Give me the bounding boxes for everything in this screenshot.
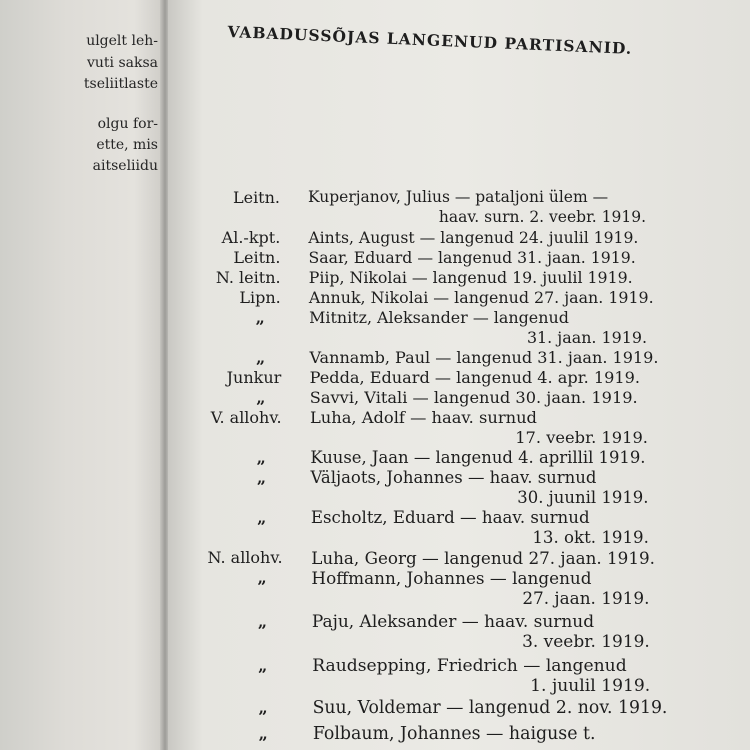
rank-label: „ bbox=[258, 724, 268, 743]
left-page bbox=[0, 0, 168, 750]
rank-label: „ bbox=[256, 388, 266, 407]
entry-text: Luha, Georg — langenud 27. jaan. 1919. bbox=[311, 548, 655, 568]
entry-text: Väljaots, Johannes — haav. surnud bbox=[310, 468, 597, 487]
left-page-line: ulgelt leh- bbox=[86, 33, 158, 49]
rank-label: „ bbox=[257, 508, 267, 527]
rank-label: „ bbox=[256, 468, 267, 487]
entry-text: Folbaum, Johannes — haiguse t. bbox=[312, 724, 596, 744]
entry-text: Pedda, Eduard — langenud 4. apr. 1919. bbox=[309, 368, 640, 387]
entry-continuation: 31. jaan. 1919. bbox=[526, 328, 648, 347]
entry-continuation: 3. veebr. 1919. bbox=[522, 632, 650, 652]
entry-text: Piip, Nikolai — langenud 19. juulil 1919. bbox=[308, 268, 633, 287]
rank-label: Leitn. bbox=[233, 248, 281, 267]
page-title: VABADUSSÕJAS LANGENUD PARTISANID. bbox=[227, 22, 633, 58]
left-page-line: tseliitlaste bbox=[83, 76, 158, 92]
entry-text: Savvi, Vitali — langenud 30. jaan. 1919. bbox=[309, 388, 638, 407]
entry-text: Escholtz, Eduard — haav. surnud bbox=[310, 508, 590, 527]
left-page-line: aitseliidu bbox=[92, 158, 158, 174]
entry-text: Raudsepping, Friedrich — langenud bbox=[312, 656, 627, 676]
rank-label: V. allohv. bbox=[210, 408, 282, 427]
rank-label: „ bbox=[257, 568, 267, 587]
entry-text: Hoffmann, Johannes — langenud bbox=[311, 568, 592, 588]
rank-label: Al.-kpt. bbox=[221, 228, 281, 247]
entry-text: Kuuse, Jaan — langenud 4. aprillil 1919. bbox=[310, 448, 646, 467]
entry-continuation: 1. juulil 1919. bbox=[530, 676, 651, 696]
entry-text: Suu, Voldemar — langenud 2. nov. 1919. bbox=[312, 698, 668, 718]
left-page-line: vuti saksa bbox=[86, 55, 158, 71]
entry-text: Saar, Eduard — langenud 31. jaan. 1919. bbox=[308, 248, 636, 267]
entry-text: Kuperjanov, Julius — pataljoni ülem — bbox=[308, 188, 609, 206]
rank-label: „ bbox=[257, 612, 268, 631]
rank-label: Lipn. bbox=[239, 288, 281, 307]
rank-label: Leitn. bbox=[232, 188, 280, 207]
entry-text: Annuk, Nikolai — langenud 27. jaan. 1919. bbox=[308, 288, 654, 307]
entry-text: Vannamb, Paul — langenud 31. jaan. 1919. bbox=[309, 348, 659, 367]
rank-label: „ bbox=[256, 448, 266, 467]
entry-text: Aints, August — langenud 24. juulil 1919. bbox=[308, 228, 639, 247]
rank-label: N. leitn. bbox=[215, 268, 281, 287]
rank-label: „ bbox=[258, 656, 268, 675]
entry-text: Luha, Adolf — haav. surnud bbox=[309, 408, 537, 427]
rank-label: „ bbox=[255, 308, 265, 327]
entry-continuation: 30. juunil 1919. bbox=[517, 488, 649, 507]
rank-label: „ bbox=[255, 348, 266, 367]
entry-continuation: haav. surn. 2. veebr. 1919. bbox=[438, 208, 646, 226]
left-page-line: olgu for- bbox=[97, 116, 158, 132]
entry-text: Mitnitz, Aleksander — langenud bbox=[309, 308, 569, 327]
rank-label: N. allohv. bbox=[207, 548, 283, 567]
rank-label: „ bbox=[258, 698, 268, 717]
left-page-line: ette, mis bbox=[96, 137, 158, 153]
entry-continuation: 13. okt. 1919. bbox=[532, 528, 649, 547]
entry-text: Paju, Aleksander — haav. surnud bbox=[311, 612, 595, 632]
entry-continuation: 17. veebr. 1919. bbox=[515, 428, 648, 447]
entry-continuation: 27. jaan. 1919. bbox=[522, 588, 650, 608]
rank-label: Junkur bbox=[226, 368, 282, 387]
